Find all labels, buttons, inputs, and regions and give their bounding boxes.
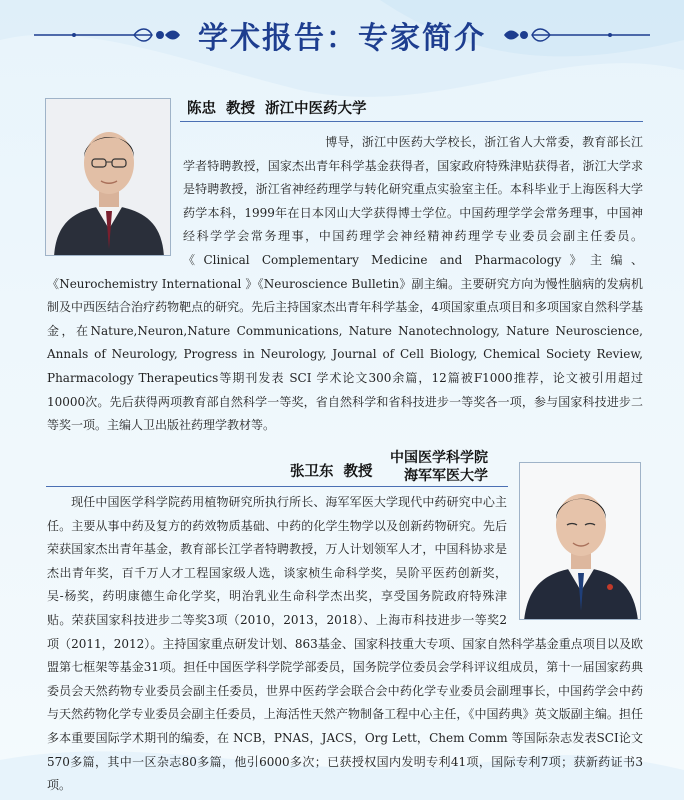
- expert1-bio: [47, 131, 643, 438]
- expert2-bio-text: 现任中国医学科学院药用植物研究所执行所长、海军军医大学现代中药研究中心主任。主要从事中药及复方的药效物质基础、中药的化学生物学以及创新药物研究。先后荣获国家杰出青年基金，教育部长江学者特聘教授，万人计划领军人才，中国科协求是杰出青年奖，百千万人才工程国家级人选，谈家桢生命科学奖，吴阶平医药创新奖，吴-杨奖，药明康德生命化学奖，明治乳业生命科学杰出奖，享受国务院政府特殊津贴。荣获国家科技进步二等奖3项（2010，2013，2018）、上海市科技进步一等奖2项（2011，2012）。主持国家重点研发计划、863基金、国家科技重大专项、国家自然科学基金重点项目以及欧盟第七框架等基金31项。担任中国医学科学院学部委员，国务院学位委员会学科评议组成员，第十一届国家药典委员会天然药物专业委员会副主任委员，世界中医药学会联合会中药化学专业委员会副理事长，中国药学会中药与天然药物化学专业委员会副主任委员，上海活性天然产物制备工程中心主任，《中国药典》英文版副主编。担任多本重要国际学术期刊的编委，在 NCB，PNAS，JACS，Org Lett，Chem Comm 等国际杂志发表SCI论文570多篇，其中一区杂志80多篇，他引6000多次；已获授权国内发明专利41项，国际专利7项；获新药证书3项。: [47, 495, 643, 793]
- expert1-divider: [180, 121, 643, 122]
- title-row: [0, 10, 684, 60]
- right-flourish-icon: [500, 25, 650, 45]
- expert2-rank: 教授: [343, 464, 373, 480]
- expert2-institution-1: 中国医学科学院: [390, 450, 488, 466]
- expert1-institution: 浙江中医药大学: [265, 101, 367, 117]
- expert1-name: 陈忠: [187, 101, 216, 117]
- expert2-institution-2: 海军军医大学: [404, 468, 488, 484]
- expert2-divider: [46, 486, 508, 487]
- page-title: 学术报告：专家简介: [198, 21, 486, 56]
- expert2-bio: [47, 491, 643, 798]
- left-flourish-icon: [34, 25, 184, 45]
- expert2-name: 张卫东: [290, 464, 334, 480]
- expert1-rank: 教授: [226, 101, 255, 117]
- expert1-heading: [187, 97, 377, 118]
- expert1-bio-text: 博导，浙江中医药大学校长，浙江省人大常委，教育部长江学者特聘教授，国家杰出青年科学基金获得者，国家政府特殊津贴获得者，浙江大学求是特聘教授，浙江省神经药理学与转化研究重点实验室主任。本科毕业于上海医科大学药学本科，1999年在日本冈山大学获得博士学位。中国药理学学会常务理事，中国神经科学学会常务理事，中国药理学会神经精神药理学专业委员会副主任委员。《Clinical Complementary Medicine and Pharmacology》主编、《Neurochemistry International 》《Neuroscience Bulletin》副主编。主要研究方向为慢性脑病的发病机制及中西医结合治疗药物靶点的研究。先后主持国家杰出青年科学基金，4项国家重点项目和多项国家自然科学基金，在Nature,Neuron,Nature Communications, Nature Nanotechnology, Nature Neuroscience, Annals of Neurology, Progress in Neurology, Journal of Cell Biology, Chemical Society Review, Pharmacology Therapeutics等期刊发表 SCI 学术论文300余篇，12篇被F1000推荐，论文被引用超过10000次。先后获得两项教育部自然科学一等奖，省自然科学和省科技进步一等奖各一项，参与国家科技进步二等奖一项。主编人卫出版社药理学教材等。: [47, 135, 643, 433]
